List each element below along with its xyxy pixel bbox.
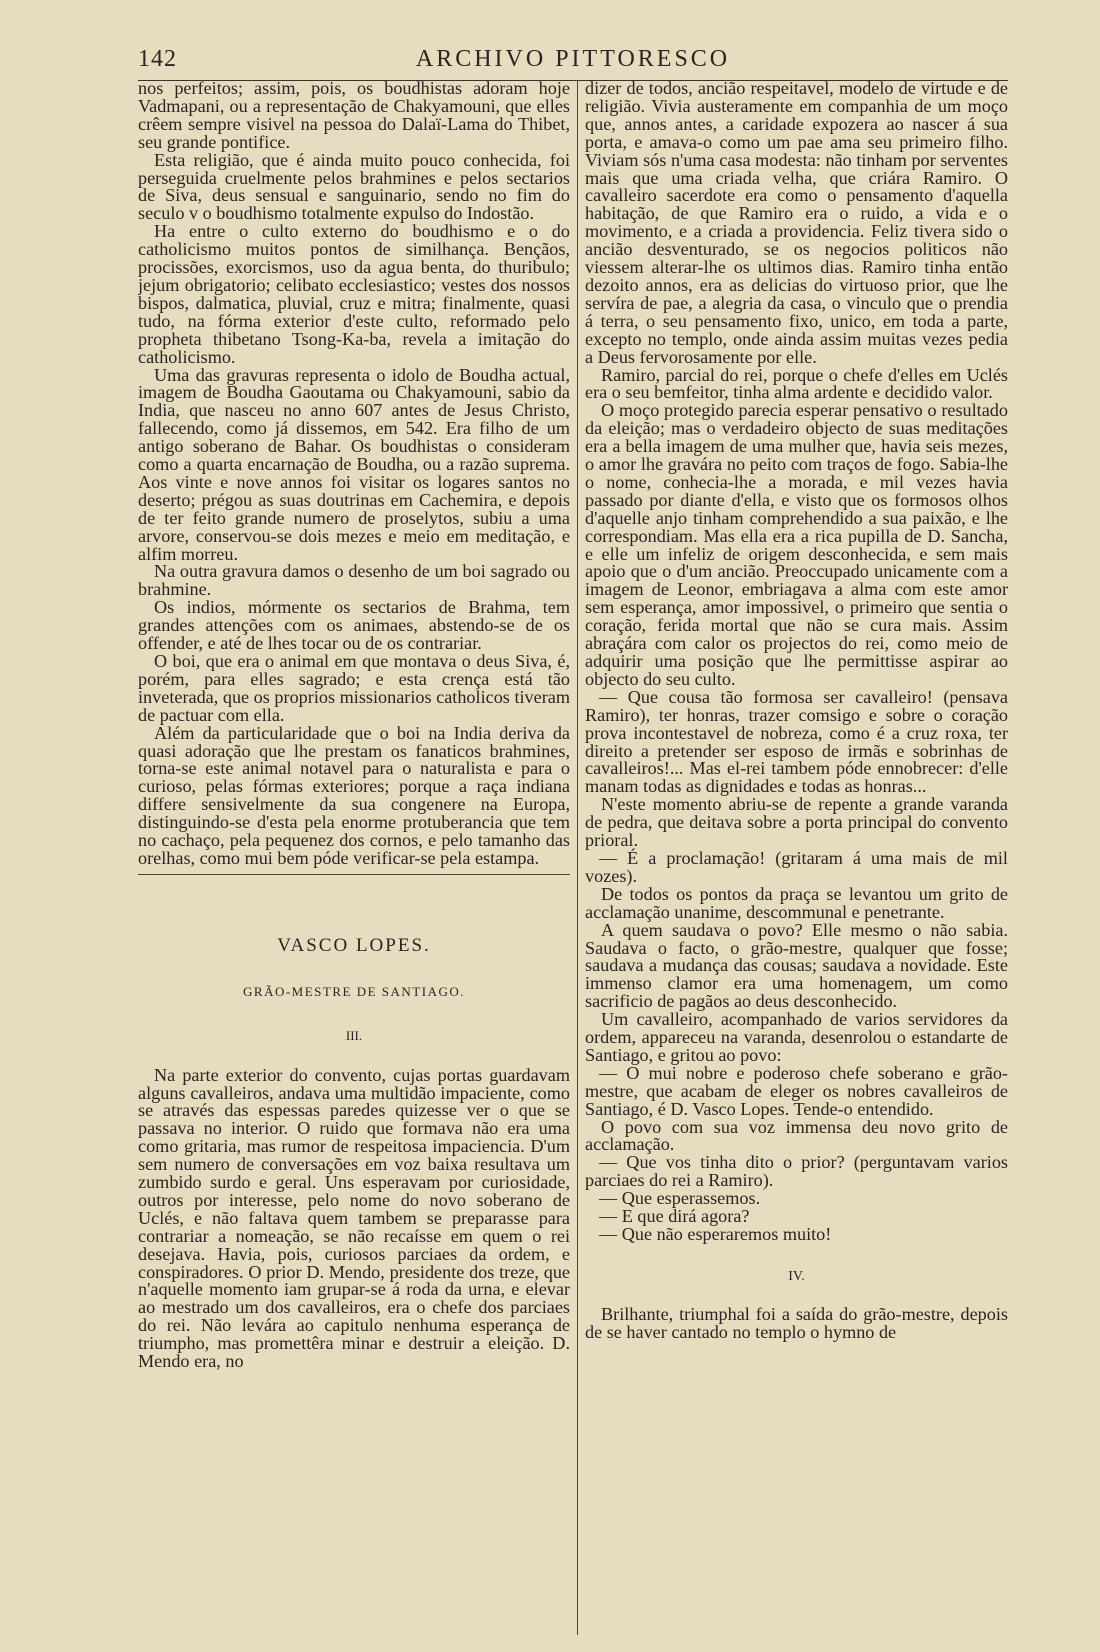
right-column — [585, 80, 1008, 1635]
paragraph: O povo com sua voz immensa deu novo grito de acclamação. — [585, 1116, 1008, 1155]
dialogue-line: — O mui nobre e poderoso chefe soberano e grão-mestre, que acabam de eleger os nobres cavalleiros de Santiago, é D. Vasco Lopes. Tende-o entendido. — [585, 1062, 1008, 1119]
running-title: ARCHIVO PITTORESCO — [415, 46, 731, 72]
paragraph: Ramiro, parcial do rei, porque o chefe d'elles em Uclés era o seu bemfeitor, tinha alma ardente e decidido valor. — [585, 364, 1008, 403]
page-header — [138, 42, 1008, 80]
dialogue-line: — Que esperassemos. — [599, 1188, 761, 1209]
paragraph: Além da particularidade que o boi na India deriva da quasi adoração que lhe prestam os fanaticos brahmines, torna-se este animal notavel para o naturalista e para o curioso, pelas fórmas exteriores; porque a raça indiana differe sensivelmente da sua congenere na Europa, distinguindo-se d'esta pela enorme protuberancia que tem no cachaço, pela pequenez dos cornos, e pelo tamanho das orelhas, como mui bem póde verificar-se pela estampa. — [138, 722, 570, 868]
paragraph: Na parte exterior do convento, cujas portas guardavam alguns cavalleiros, andava uma multidão impaciente, como se através das espessas paredes quizesse ver o que se passava no interior. O ruido que formava não era uma como gritaria, mas rumor de respeitosa impaciencia. D'um sem numero de conversações em voz baixa resultava um zumbido surdo e geral. Uns esperavam por curiosidade, outros por interesse, pelo nome do novo soberano de Uclés, e não faltava quem tambem se preparasse para contrariar a nomeação, se não recaísse em quem o rei desejava. Havia, pois, curiosos parciaes da ordem, e conspiradores. O prior D. Mendo, presidente dos treze, que n'aquelle momento iam grupar-se á roda da urna, e elevar ao mestrado um dos cavalleiros, era o chefe dos parciaes do rei. Não levára ao capitulo nenhuma esperança de triumpho, mas promettêra minar e destruir a eleição. D. Mendo era, no — [138, 1064, 570, 1372]
dialogue-line: — Que vos tinha dito o prior? (perguntavam varios parciaes do rei a Ramiro). — [585, 1152, 1008, 1191]
dialogue-line: — É a proclamação! (gritaram á uma mais de mil vozes). — [585, 847, 1008, 886]
paragraph: N'este momento abriu-se de repente a grande varanda de pedra, que deitava sobre a porta principal do convento prioral. — [585, 794, 1008, 851]
section-number: IV. — [788, 1268, 805, 1284]
paragraph: O boi, que era o animal em que montava o deus Siva, é, porém, para elles sagrado; e esta crença está tão inveterada, que os proprios missionarios catholicos tiveram de pactuar com ella. — [138, 651, 570, 725]
paragraph: De todos os pontos da praça se levantou um grito de acclamação unanime, descommunal e penetrante. — [585, 883, 1008, 922]
paragraph: A quem saudava o povo? Elle mesmo o não sabia. Saudava o facto, o grão-mestre, qualquer que fosse; saudava a mudança das cousas; saudava a novidade. Este immenso clamor era uma homenagem, um como sacrificio de pagãos ao deus desconhecido. — [585, 919, 1008, 1012]
paragraph: Os indios, mórmente os sectarios de Brahma, tem grandes attenções com os animaes, abstendo-se de os offender, e até de lhes tocar ou de os contrariar. — [138, 597, 570, 654]
section-rule — [138, 874, 570, 875]
page-number: 142 — [138, 46, 177, 72]
article-title: VASCO LOPES. — [277, 934, 431, 956]
column-divider — [577, 80, 578, 1635]
left-column — [138, 80, 570, 1635]
paragraph: Um cavalleiro, acompanhado de varios servidores da ordem, appareceu na varanda, desenrolou o estandarte de Santiago, e gritou ao povo: — [585, 1009, 1008, 1065]
section-number: III. — [345, 1027, 363, 1043]
dialogue-line: — E que dirá agora? — [599, 1206, 750, 1227]
paragraph: O moço protegido parecia esperar pensativo o resultado da eleição; mas o verdadeiro objecto de suas meditações era a bella imagem de uma mulher que, havia seis mezes, o amor lhe gravára no peito com traços de fogo. Sabia-lhe o nome, conhecia-lhe a morada, e mil vezes havia passado por diante d'ella, e visto que os formosos olhos d'aquelle anjo tinham comprehendido a sua paixão, e lhe correspondiam. Mas ella era a rica pupilla de D. Sancha, e elle um infeliz de origem desconhecida, e sem mais apoio que o d'um ancião. Preoccupado unicamente com a imagem de Leonor, embriagava a alma com este amor sem esperança, amor impossivel, o primeiro que sentia o coração, ferida mortal que não se cura mais. Assim abraçára com calor os projectos do rei, como meio de adquirir uma posição que lhe permittisse aspirar ao objecto do seu culto. — [585, 400, 1008, 689]
paragraph: Ha entre o culto externo do boudhismo e o do catholicismo muitos pontos de similhança. Bençãos, procissões, exorcismos, uso da agua benta, do thuribulo; jejum obrigatorio; celibato ecclesiastico; vestes dos nossos bispos, dalmatica, pluvial, cruz e mitra; finalmente, quasi tudo, na fórma exterior d'este culto, reformado pelo propheta thibetano Tsong-Ka-ba, revela a imitação do catholicismo. — [138, 221, 570, 367]
dialogue-line: — Que cousa tão formosa ser cavalleiro! (pensava Ramiro), ter honras, trazer comsigo e sobre o coração prova incontestavel de nobreza, como é a cruz roxa, ter direito a pretender ser esposo de irmãs e sobrinhas de cavalleiros!... Mas el-rei tambem póde ennobrecer: d'elle manam todas as dignidades e todas as honras... — [585, 686, 1008, 797]
paragraph: dizer de todos, ancião respeitavel, modelo de virtude e de religião. Vivia austeramente em companhia de um moço que, annos antes, a caridade expozera ao nascer á sua porta, e amava-o como um pae ama seu primeiro filho. Viviam sós n'uma casa modesta: não tinham por serventes mais que uma criada velha, que criára Ramiro. O cavalleiro sacerdote era como o pensamento d'aquella habitação, de que Ramiro era o ruido, a vida e o movimento, e a criada a providencia. Feliz tivera sido o ancião desventurado, se os negocios politicos não viessem alterar-lhe os ultimos dias. Ramiro tinha então dezoito annos, era as delicias do virtuoso prior, que lhe servíra de pae, a alegria da casa, o vinculo que o prendia á terra, o seu pensamento fixo, unico, em toda a parte, excepto no templo, onde ainda assim muitas vezes pedia a Deus fervorosamente por elle. — [585, 80, 1008, 367]
paragraph: Brilhante, triumphal foi a saída do grão-mestre, depois de se haver cantado no templo o hymno de — [585, 1303, 1008, 1342]
paragraph: Uma das gravuras representa o idolo de Boudha actual, imagem de Boudha Gaoutama ou Chakyamouni, sabio da India, que nasceu no anno 607 antes de Jesus Christo, fallecendo, como já dissemos, em 542. Era filho de um antigo soberano de Bahar. Os boudhistas o consideram como a quarta encarnação de Boudha, ou a razão suprema. Aos vinte e nove annos foi visitar os logares santos no deserto; prégou as suas doutrinas em Cachemira, e depois de ter feito grande numero de proselytos, subiu a uma arvore, conservou-se dois mezes e meio em meditação, e alfim morreu. — [138, 364, 570, 564]
paragraph: Esta religião, que é ainda muito pouco conhecida, foi perseguida cruelmente pelos brahmines e pelos sectarios de Siva, deus sensual e sanguinario, sendo no fim do seculo v o boudhismo totalmente expulso do Indostão. — [138, 149, 570, 224]
dialogue-line: — Que não esperaremos muito! — [599, 1224, 832, 1244]
paragraph: nos perfeitos; assim, pois, os boudhistas adoram hoje Vadmapani, ou a representação de Chakyamouni, que elles crêem sempre visivel na pessoa do Dalaï-Lama do Thibet, seu grande pontifice. — [138, 80, 570, 152]
paragraph: Na outra gravura damos o desenho de um boi sagrado ou brahmine. — [138, 561, 570, 600]
article-subtitle: GRÃO-MESTRE DE SANTIAGO. — [243, 983, 465, 999]
